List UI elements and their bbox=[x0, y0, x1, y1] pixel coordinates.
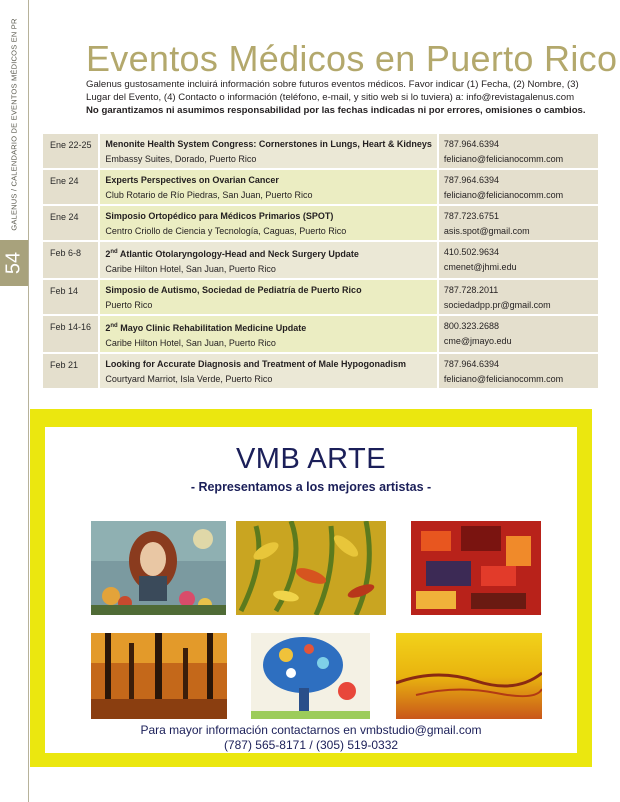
ad-contact-phone-line: (787) 565-8171 / (305) 519-0332 bbox=[223, 738, 399, 752]
orange-trees-painting bbox=[91, 633, 227, 719]
event-contact bbox=[438, 169, 598, 205]
event-phone: 800.323.2688 bbox=[443, 321, 499, 331]
event-row bbox=[43, 205, 598, 241]
event-info bbox=[99, 315, 438, 353]
event-phone: 787.964.6394 bbox=[443, 175, 499, 185]
event-info bbox=[99, 353, 438, 389]
event-place: Centro Criollo de Ciencia y Tecnología, Caguas, Puerto Rico bbox=[105, 226, 347, 236]
event-phone: 410.502.9634 bbox=[443, 247, 499, 257]
event-info bbox=[99, 134, 438, 169]
event-date: Feb 21 bbox=[43, 353, 99, 389]
event-title-text: Experts Perspectives on Ovarian Cancer bbox=[105, 175, 279, 185]
event-email[interactable]: feliciano@felicianocomm.com bbox=[443, 154, 564, 164]
event-row bbox=[43, 315, 598, 353]
event-ordinal: 2nd bbox=[105, 249, 118, 259]
event-place: Club Rotario de Río Piedras, San Juan, Puerto Rico bbox=[105, 190, 313, 200]
event-contact bbox=[438, 241, 598, 279]
event-place: Caribe Hilton Hotel, San Juan, Puerto Rico bbox=[105, 264, 276, 274]
event-contact bbox=[438, 279, 598, 315]
event-phone: 787.964.6394 bbox=[443, 359, 499, 369]
event-email[interactable]: cme@jmayo.edu bbox=[443, 336, 512, 346]
event-place: Puerto Rico bbox=[105, 300, 153, 310]
event-title bbox=[105, 319, 432, 335]
event-title-text: Simposio Ortopédico para Médicos Primarios (SPOT) bbox=[105, 211, 334, 221]
blue-tree-painting bbox=[251, 633, 370, 719]
ad-tagline: - Representamos a los mejores artistas - bbox=[190, 480, 432, 494]
event-date: Ene 24 bbox=[43, 205, 99, 241]
event-phone: 787.728.2011 bbox=[443, 285, 499, 295]
event-phone: 787.964.6394 bbox=[443, 139, 499, 149]
vmb-arte-ad bbox=[30, 409, 592, 767]
event-title bbox=[105, 245, 432, 261]
event-date: Ene 22-25 bbox=[43, 134, 99, 169]
yellow-leaves-painting bbox=[236, 521, 386, 615]
event-place: Embassy Suites, Dorado, Puerto Rico bbox=[105, 154, 257, 164]
event-ordinal: 2nd bbox=[105, 323, 118, 333]
event-info bbox=[99, 241, 438, 279]
event-phone: 787.723.6751 bbox=[443, 211, 499, 221]
ad-title: VMB ARTE bbox=[235, 443, 387, 475]
event-email[interactable]: asis.spot@gmail.com bbox=[443, 226, 530, 236]
event-place: Caribe Hilton Hotel, San Juan, Puerto Rico bbox=[105, 338, 276, 348]
event-date: Feb 14 bbox=[43, 279, 99, 315]
running-head: GALENUS / CALENDARIO DE EVENTOS MÉDICOS EN PR bbox=[9, 18, 19, 231]
event-row bbox=[43, 279, 598, 315]
events-table bbox=[43, 134, 598, 390]
intro-text: Galenus gustosamente incluirá información sobre futuros eventos médicos. Favor indicar (1) Fecha, (2) Nombre, (3) Lugar del Evento, (4) Contacto o información (teléfono, e-mail, y sitio web si lo tuviera) a: info@revistagalenus.com bbox=[86, 79, 579, 103]
event-title bbox=[105, 357, 432, 371]
event-info bbox=[99, 279, 438, 315]
ad-panel bbox=[45, 427, 577, 753]
event-row bbox=[43, 353, 598, 389]
side-rule bbox=[28, 0, 29, 802]
red-abstract-painting bbox=[411, 521, 541, 615]
event-title bbox=[105, 209, 432, 223]
event-title-text: Looking for Accurate Diagnosis and Treatment of Male Hypogonadism bbox=[105, 359, 407, 369]
event-contact bbox=[438, 353, 598, 389]
event-row bbox=[43, 134, 598, 169]
yellow-landscape-painting bbox=[396, 633, 542, 719]
disclaimer-text: No garantizamos ni asumimos responsabilidad por las fechas indicadas ni por errores, omisiones o cambios. bbox=[86, 105, 586, 116]
event-row bbox=[43, 241, 598, 279]
event-title-text: Atlantic Otolaryngology-Head and Neck Surgery Update bbox=[119, 249, 359, 259]
event-title-text: Menonite Health System Congress: Cornerstones in Lungs, Heart & Kidneys bbox=[105, 139, 432, 149]
ad-contact bbox=[45, 723, 577, 753]
event-title bbox=[105, 173, 432, 187]
event-email[interactable]: sociedadpp.pr@gmail.com bbox=[443, 300, 551, 310]
event-date: Ene 24 bbox=[43, 169, 99, 205]
event-email[interactable]: feliciano@felicianocomm.com bbox=[443, 190, 564, 200]
event-contact bbox=[438, 315, 598, 353]
woman-portrait-painting bbox=[91, 521, 226, 615]
event-email[interactable]: cmenet@jhmi.edu bbox=[443, 262, 517, 272]
ad-contact-email-line: Para mayor información contactarnos en vmbstudio@gmail.com bbox=[140, 723, 482, 737]
event-row bbox=[43, 169, 598, 205]
event-title bbox=[105, 283, 432, 297]
event-date: Feb 14-16 bbox=[43, 315, 99, 353]
event-place: Courtyard Marriot, Isla Verde, Puerto Rico bbox=[105, 374, 273, 384]
event-info bbox=[99, 169, 438, 205]
event-title bbox=[105, 137, 432, 151]
page-title: Eventos Médicos en Puerto Rico bbox=[86, 38, 618, 79]
event-info bbox=[99, 205, 438, 241]
event-title-text: Mayo Clinic Rehabilitation Medicine Update bbox=[120, 323, 307, 333]
event-date: Feb 6-8 bbox=[43, 241, 99, 279]
page-number: 54 bbox=[2, 251, 25, 275]
event-title-text: Simposio de Autismo, Sociedad de Pediatría de Puerto Rico bbox=[105, 285, 362, 295]
event-contact bbox=[438, 134, 598, 169]
event-contact bbox=[438, 205, 598, 241]
event-email[interactable]: feliciano@felicianocomm.com bbox=[443, 374, 564, 384]
